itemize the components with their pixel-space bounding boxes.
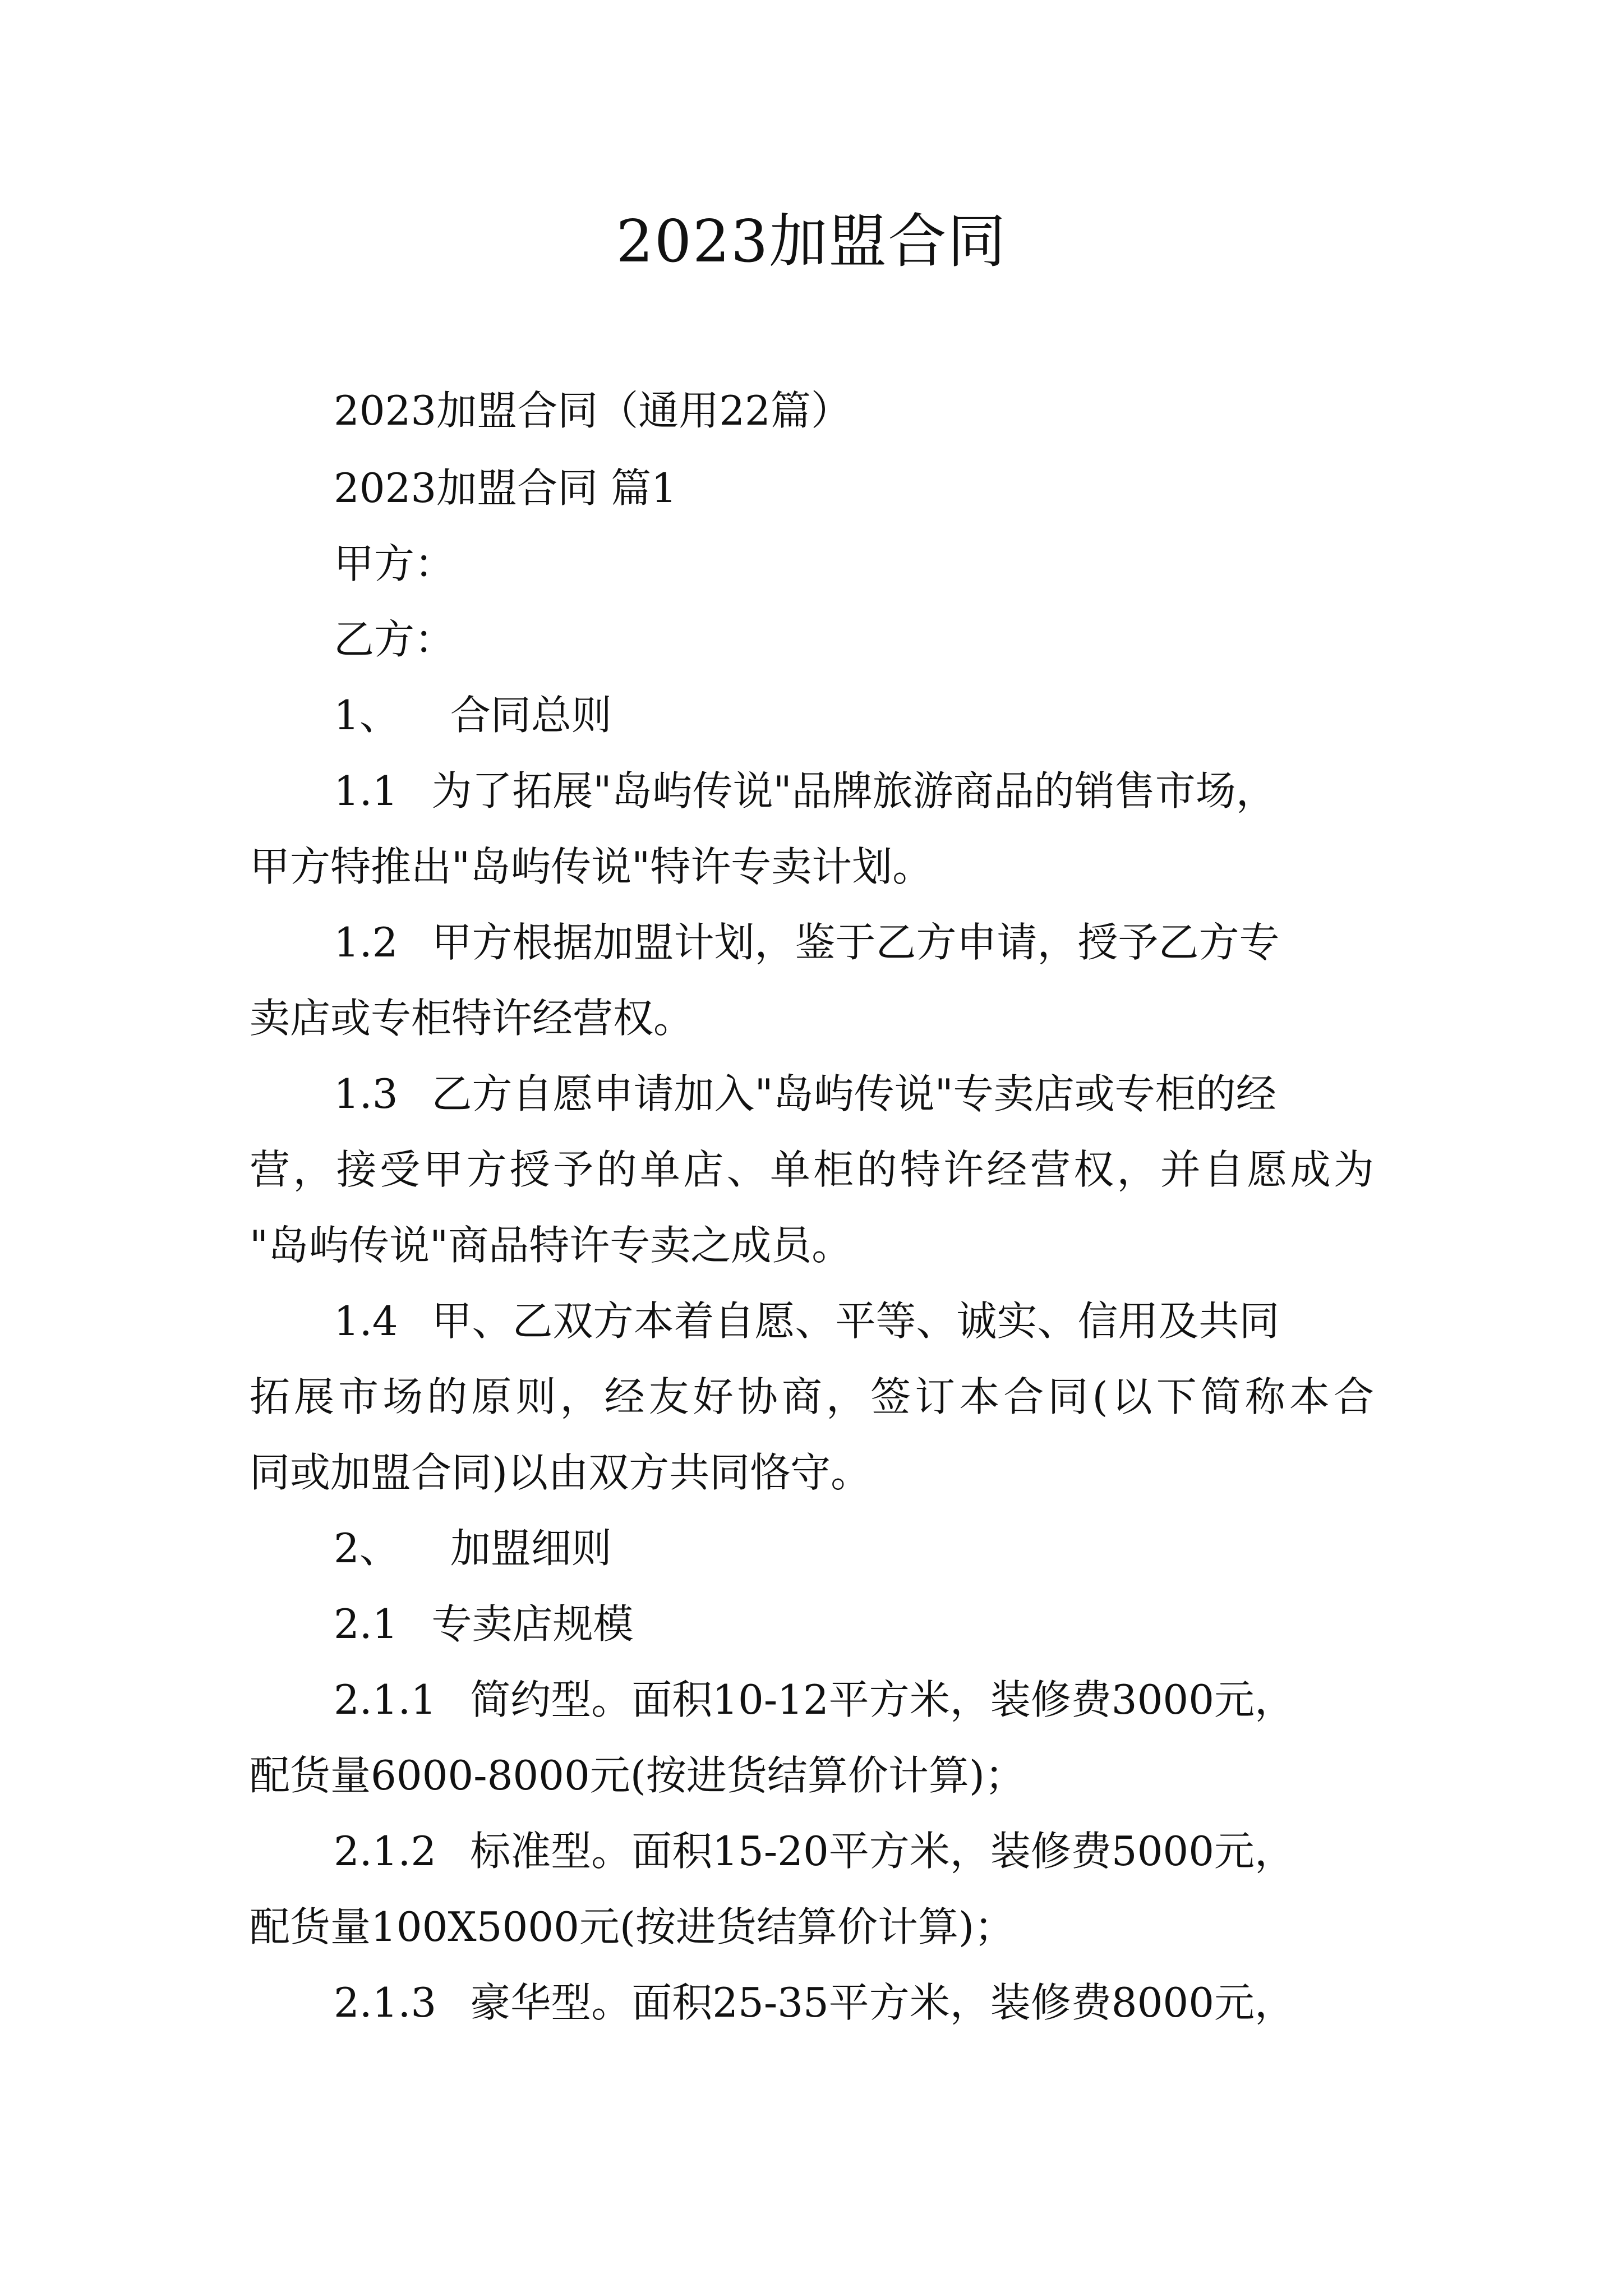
section-1-heading [334, 687, 612, 743]
clause-2-1-2-line-1 [334, 1823, 1295, 1879]
clause-text: 为了拓展"岛屿传说"品牌旅游商品的销售市场， [431, 767, 1276, 815]
clause-1-2-line-2: 卖店或专柜特许经营权。 [250, 995, 694, 1042]
clause-number: 2.1.1 [334, 1676, 437, 1723]
section-title: 加盟细则 [450, 1525, 612, 1572]
clause-text: 标准型。面积15-20平方米，装修费5000元， [470, 1828, 1295, 1875]
section-title: 合同总则 [450, 692, 612, 739]
clause-1-3-line-3: "岛屿传说"商品特许专卖之成员。 [250, 1222, 852, 1269]
clause-1-4-line-2: 拓展市场的原则，经友好协商，签订本合同(以下简称本合 [250, 1373, 1374, 1420]
clause-2-1-3-line-1 [334, 1975, 1295, 2031]
clause-2-1-heading [334, 1596, 634, 1652]
clause-text: 甲、乙双方本着自愿、平等、诚实、信用及共同 [431, 1297, 1280, 1345]
clause-text: 简约型。面积10-12平方米，装修费3000元， [470, 1676, 1295, 1723]
clause-number: 2.1.2 [334, 1828, 437, 1875]
section-2-heading [334, 1520, 612, 1576]
article-heading: 2023加盟合同 篇1 [334, 464, 677, 512]
section-number: 1、 [334, 692, 400, 739]
clause-number: 1.3 [334, 1070, 398, 1117]
clause-number: 1.4 [334, 1297, 398, 1345]
clause-number: 1.1 [334, 767, 398, 815]
party-a-label: 甲方： [334, 540, 455, 587]
party-b-label: 乙方： [334, 616, 455, 663]
clause-text: 甲方根据加盟计划，鉴于乙方申请，授予乙方专 [431, 919, 1280, 966]
clause-number: 1.2 [334, 919, 398, 966]
clause-number: 2.1.3 [334, 1979, 437, 2026]
clause-1-3-line-1 [334, 1066, 1276, 1122]
clause-1-4-line-1 [334, 1293, 1280, 1349]
clause-1-4-line-3: 同或加盟合同)以由双方共同恪守。 [250, 1449, 872, 1496]
clause-text: 豪华型。面积25-35平方米，装修费8000元， [470, 1979, 1295, 2026]
clause-number: 2.1 [334, 1600, 398, 1648]
clause-1-2-line-1 [334, 914, 1280, 970]
document-subtitle: 2023加盟合同（通用22篇） [334, 387, 851, 434]
clause-1-1-line-1 [334, 763, 1276, 819]
clause-2-1-1-line-1 [334, 1672, 1295, 1728]
clause-2-1-1-line-2: 配货量6000-8000元(按进货结算价计算)； [250, 1752, 1025, 1799]
clause-2-1-2-line-2: 配货量100X5000元(按进货结算价计算)； [250, 1903, 1015, 1950]
clause-text: 专卖店规模 [431, 1600, 634, 1648]
document-title: 2023加盟合同 [616, 207, 1007, 275]
clause-1-3-line-2: 营，接受甲方授予的单店、单柜的特许经营权，并自愿成为 [250, 1146, 1374, 1193]
clause-1-1-line-2: 甲方特推出"岛屿传说"特许专卖计划。 [250, 843, 933, 890]
section-number: 2、 [334, 1525, 400, 1572]
clause-text: 乙方自愿申请加入"岛屿传说"专卖店或专柜的经 [431, 1070, 1276, 1117]
